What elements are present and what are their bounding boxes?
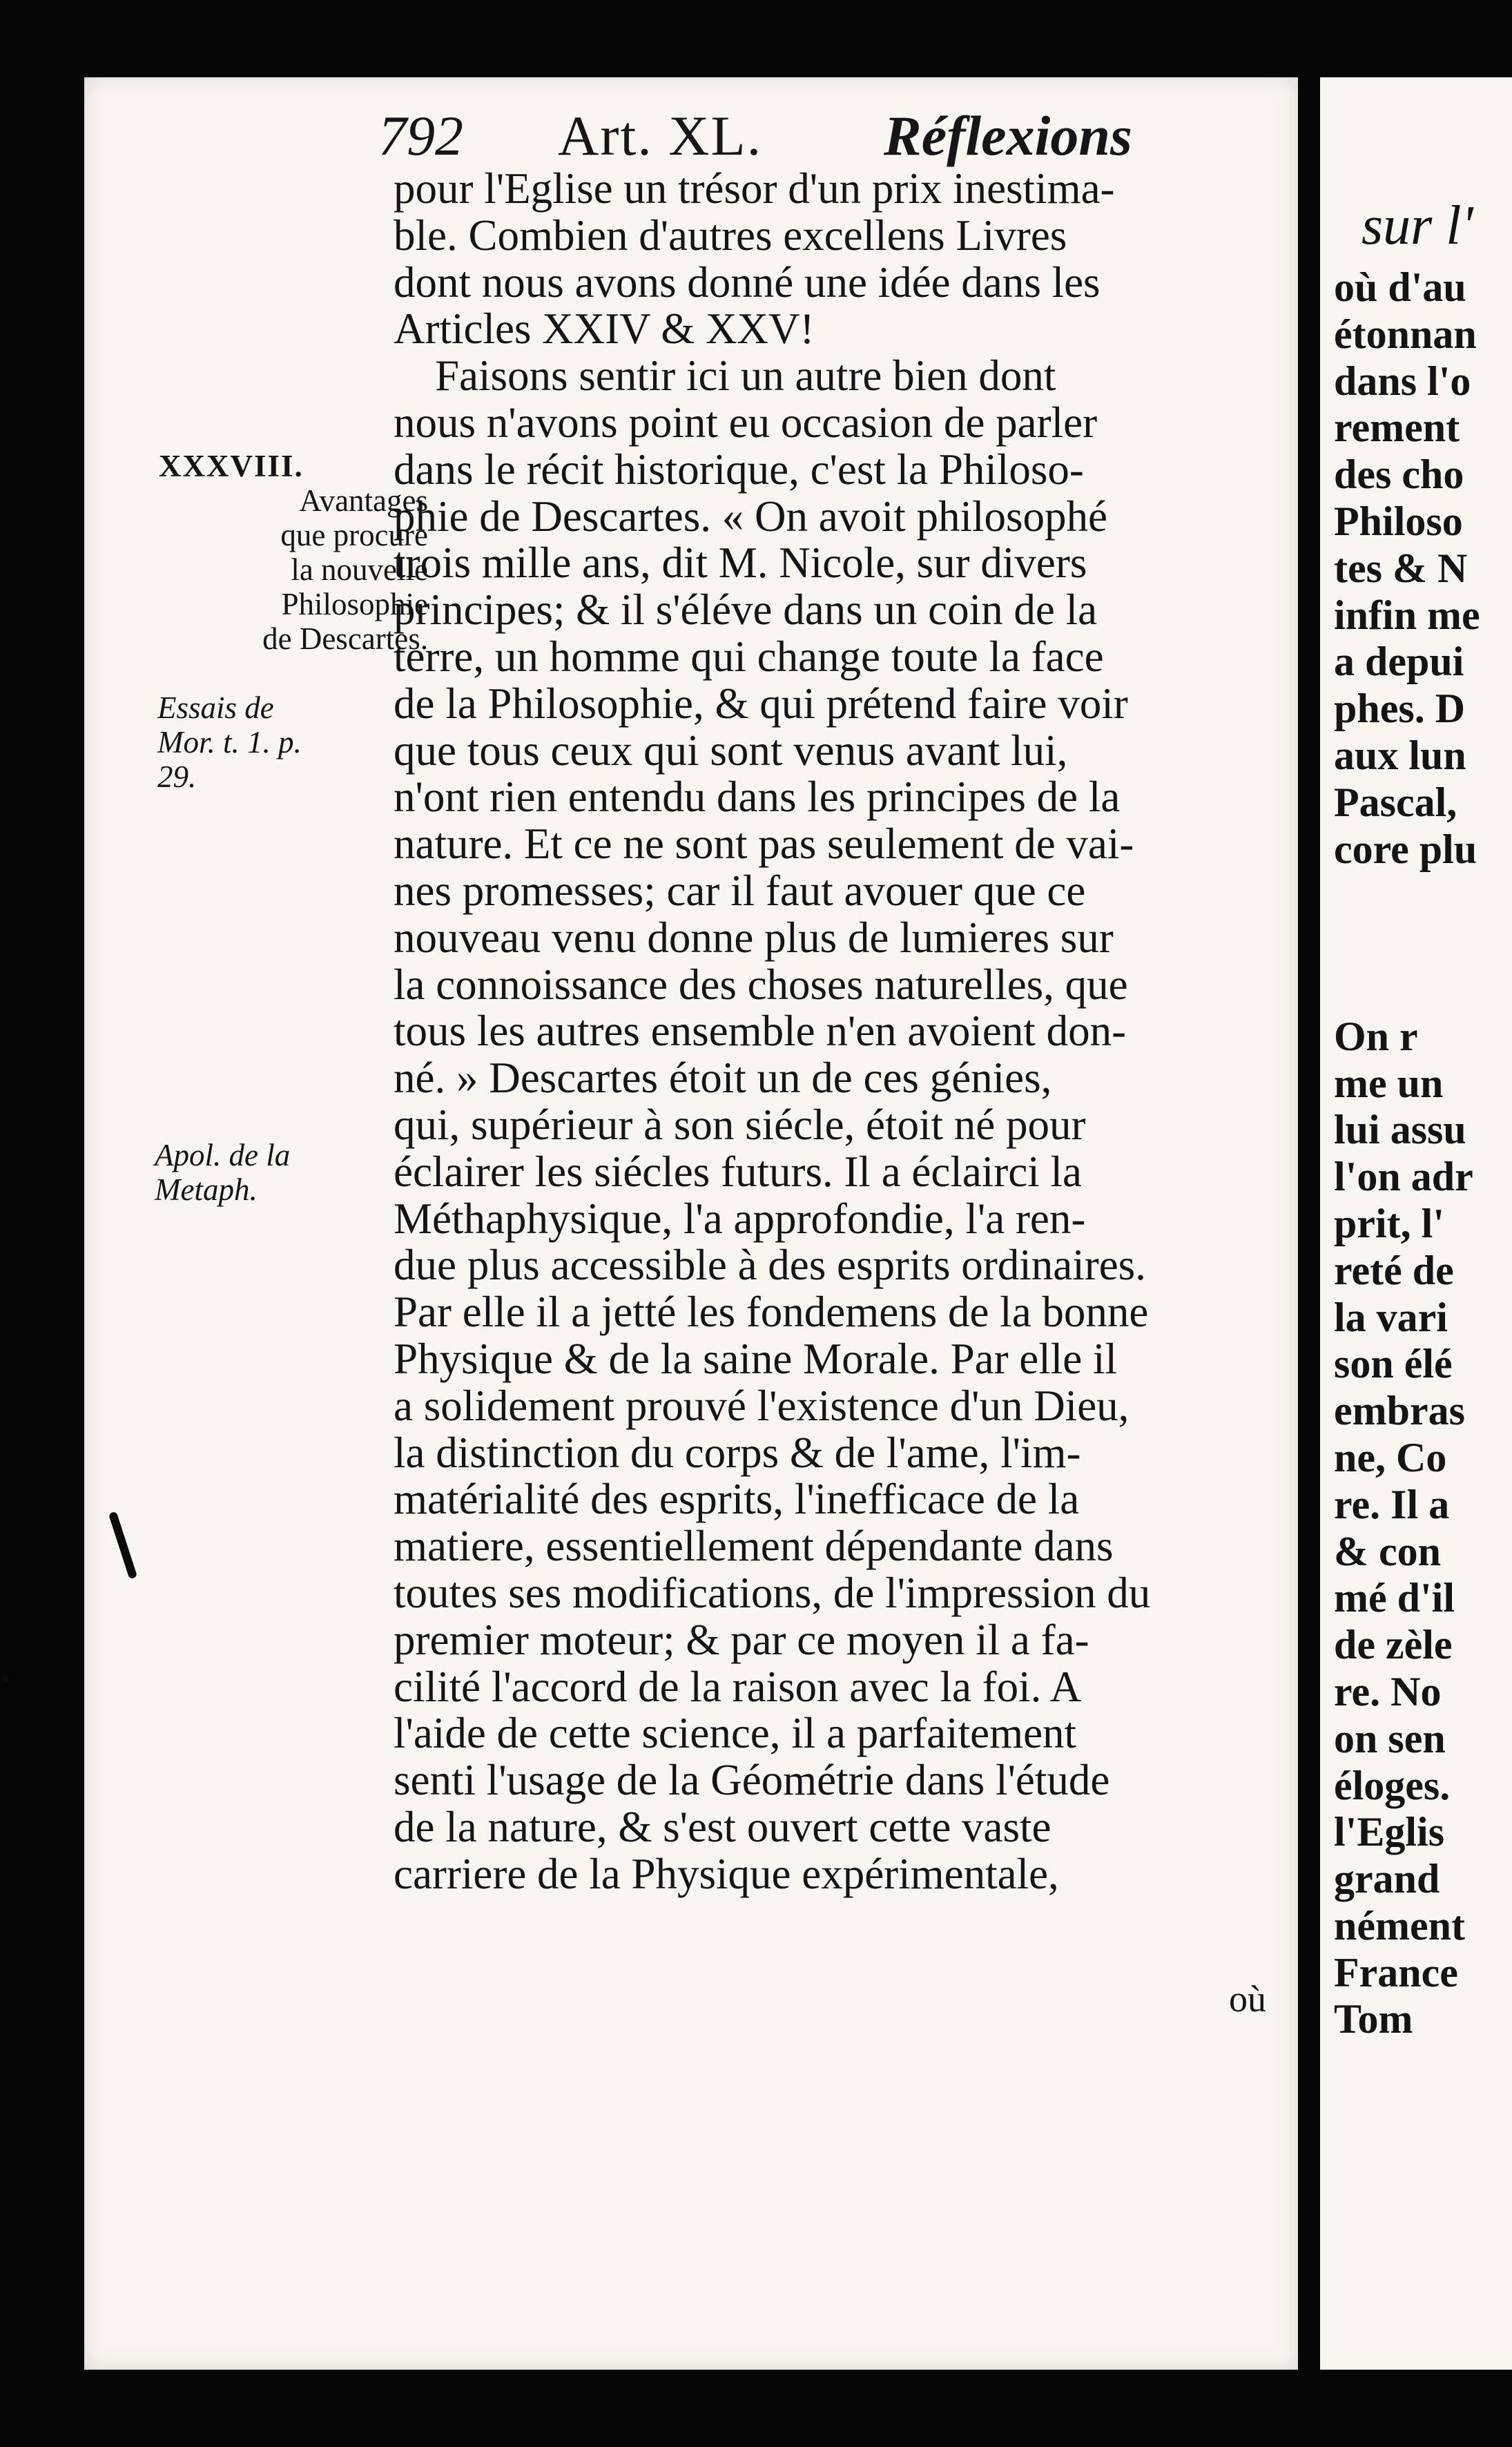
facing-text-line: de zèle [1334,1622,1453,1668]
facing-text-line: On r [1334,1013,1418,1059]
facing-text-line: l'Eglis [1334,1809,1445,1855]
facing-text-line: grand [1334,1856,1440,1902]
text-line: due plus accessible à des esprits ordinaires. [394,1241,1146,1290]
text-line: matérialité des esprits, l'inefficace de la [394,1475,1080,1524]
text-line: Par elle il a jetté les fondemens de la bonne [394,1288,1149,1337]
text-line: éclairer les siécles futurs. Il a éclairci la [394,1147,1082,1196]
facing-text-line: étonnan [1334,311,1477,357]
facing-text-line: mé d'il [1334,1575,1455,1621]
facing-text-line: ne, Co [1334,1434,1447,1480]
text-line: nature. Et ce ne sont pas seulement de vai- [394,820,1134,869]
text-line: phie de Descartes. « On avoit philosophé [394,492,1107,541]
facing-page [1320,77,1512,2370]
facing-text-line: Tom [1334,1996,1413,2042]
text-line: tous les autres ensemble n'en avoient don- [394,1007,1127,1056]
margin-reference-line: Apol. de la [155,1138,291,1172]
facing-text-line [1320,872,1480,919]
facing-text-line: re. Il a [1334,1481,1450,1527]
facing-text-line: a depui [1334,639,1464,685]
text-line: terre, un homme qui change toute la face [394,632,1104,681]
margin-title-line: Philosophie [281,587,428,621]
text-line: que tous ceux qui sont venus avant lui, [394,726,1068,775]
facing-text-line: Pascal, [1334,779,1457,825]
facing-text-line: me un [1334,1060,1444,1106]
facing-text-line: tes & N [1334,545,1468,591]
facing-text-line [1320,966,1480,1013]
text-line: nes promesses; car il faut avouer que ce [394,866,1086,915]
catchword: où [1229,1978,1266,2020]
margin-title-line: que procure [280,518,428,552]
text-line: carriere de la Physique expérimentale, [394,1849,1059,1898]
facing-text-line: éloges. [1334,1762,1451,1808]
text-line: nous n'avons point eu occasion de parler [394,398,1098,447]
text-line: trois mille ans, dit M. Nicole, sur divers [394,539,1087,588]
text-line: matiere, essentiellement dépendante dans [394,1522,1114,1571]
facing-text-line: reté de [1334,1247,1454,1293]
facing-page-header: sur l' [1361,195,1473,256]
margin-title-line: la nouvelle [291,552,428,587]
page-number: 792 [378,104,463,167]
text-line: cilité l'accord de la raison avec la foi. A [394,1662,1082,1711]
article-label: Art. XL. [558,104,763,167]
facing-text-line: core plu [1334,826,1477,872]
text-line: ble. Combien d'autres excellens Livres [394,211,1067,260]
text-line: Faisons sentir ici un autre bien dont [435,351,1056,400]
margin-reference-line: Metaph. [155,1172,258,1207]
facing-text-line: embras [1334,1388,1465,1434]
text-line: l'aide de cette science, il a parfaitement [394,1709,1077,1758]
facing-text-line: où d'au [1334,264,1466,310]
facing-text-line: l'on adr [1334,1154,1473,1200]
facing-text-line: des cho [1334,452,1464,498]
margin-reference-essais [157,690,454,794]
running-title: Réflexions [884,104,1132,167]
facing-text-line: prit, l' [1334,1200,1444,1246]
text-line: né. » Descartes étoit un de ces génies, [394,1054,1052,1103]
facing-text-line: son élé [1334,1341,1453,1387]
text-line: pour l'Eglise un trésor d'un prix inestima- [394,164,1115,213]
text-line: qui, supérieur à son siécle, étoit né pour [394,1100,1086,1149]
facing-text-line: France [1334,1949,1458,1995]
text-line: a solidement prouvé l'existence d'un Dieu, [394,1381,1130,1430]
facing-text-line: nément [1334,1902,1465,1948]
text-line: Physique & de la saine Morale. Par elle il [394,1334,1117,1383]
text-line: dans le récit historique, c'est la Philoso- [394,445,1084,494]
margin-reference-apologie [155,1138,452,1207]
facing-text-line [1320,919,1480,966]
facing-text-line: on sen [1334,1715,1446,1761]
facing-text-line: & con [1334,1528,1441,1574]
margin-reference-line: 29. [157,760,197,794]
margin-title-line: Avantages [299,483,428,518]
facing-text-line: la vari [1334,1294,1448,1340]
facing-text-line: rement [1334,405,1460,451]
text-line: de la nature, & s'est ouvert cette vaste [394,1802,1051,1851]
facing-text-line: infin me [1334,592,1480,638]
margin-section-title [110,483,428,656]
text-line: la connoissance des choses naturelles, que [394,960,1128,1009]
facing-text-line: Philoso [1334,498,1463,544]
text-line: principes; & il s'éléve dans un coin de la [394,586,1098,635]
margin-section-number: XXXVIII. [159,449,304,483]
text-line: la distinction du corps & de l'ame, l'im- [394,1428,1081,1477]
text-line: Méthaphysique, l'a approfondie, l'a ren- [394,1194,1086,1243]
facing-text-line: aux lun [1334,732,1466,778]
ink-speck [1,1674,10,1683]
margin-section [159,449,428,656]
text-line: premier moteur; & par ce moyen il a fa- [394,1615,1089,1664]
text-line: n'ont rien entendu dans les principes de la [394,773,1121,822]
facing-text-line: re. No [1334,1668,1442,1714]
text-line: dont nous avons donné une idée dans les [394,258,1101,307]
text-line: de la Philosophie, & qui prétend faire voir [394,679,1128,728]
facing-page-text [1320,264,1480,2042]
text-line: toutes ses modifications, de l'impression du [394,1568,1151,1617]
text-line: senti l'usage de la Géométrie dans l'étude [394,1756,1110,1805]
facing-text-line: phes. D [1334,686,1466,732]
facing-text-line: dans l'o [1334,358,1471,404]
text-line: nouveau venu donne plus de lumieres sur [394,913,1114,962]
body-text [394,166,1263,1897]
margin-reference-line: Essais de [157,690,274,725]
margin-reference-line: Mor. t. 1. p. [157,725,302,760]
text-line: Articles XXIV & XXV! [394,304,815,354]
facing-text-line: lui assu [1334,1107,1466,1153]
margin-title-line: de Descartes. [262,621,428,656]
